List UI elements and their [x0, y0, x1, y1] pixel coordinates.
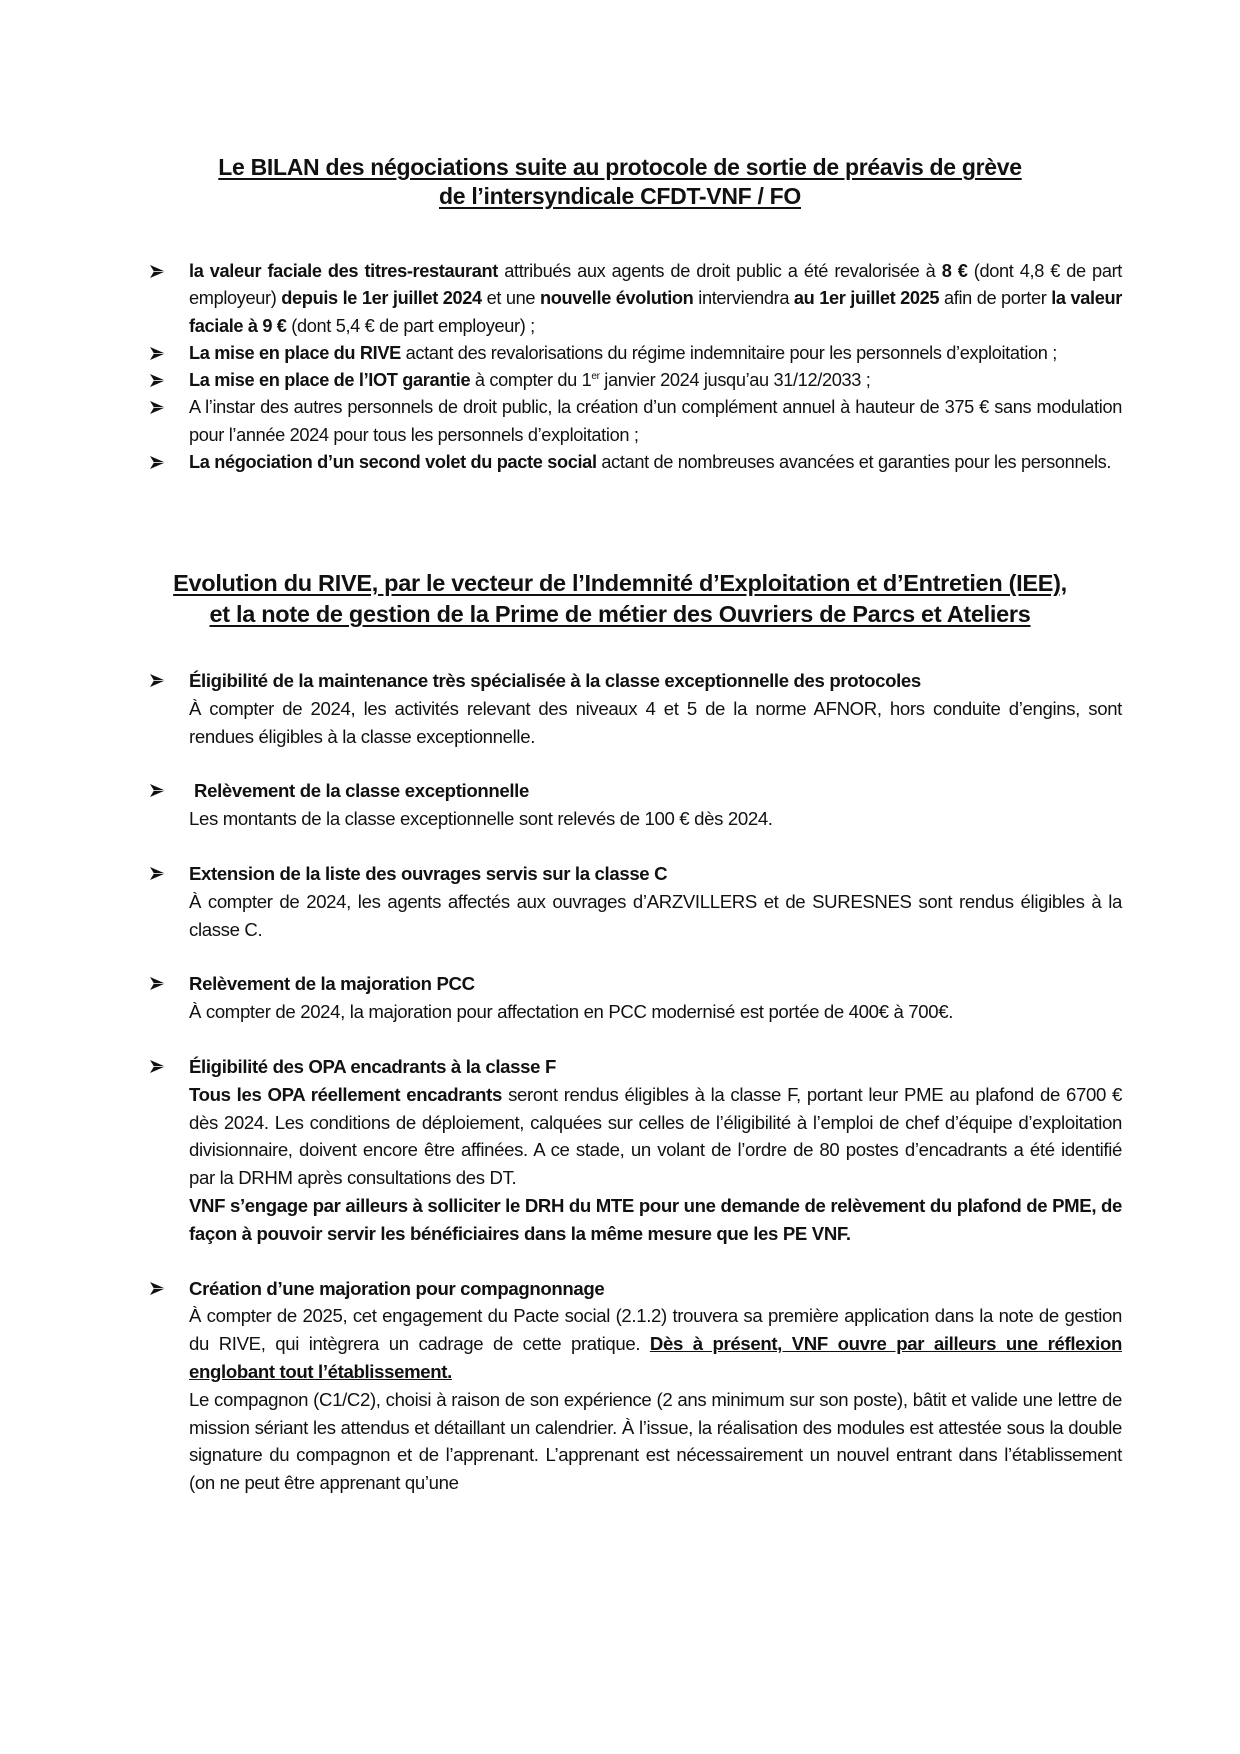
- item-heading: Extension de la liste des ouvrages servis sur la classe C: [189, 862, 668, 884]
- text-run: 8 €: [941, 261, 968, 281]
- text-run: (dont 4,8 € de part employeur): [189, 261, 1122, 309]
- item-heading: Éligibilité des OPA encadrants à la classe F: [189, 1055, 556, 1077]
- text-run: (dont 5,4 € de part employeur) ;: [286, 315, 535, 336]
- text-run: la valeur faciale des titres-restaurant: [189, 261, 498, 281]
- text-run: À compter de 2024, les activités relevant des niveaux 4 et 5 de la norme AFNOR, hors conduite d’engins, sont rendues éligibles à la classe exceptionnelle.: [189, 697, 1122, 747]
- text-run: janvier 2024 jusqu’au 31/12/2033 ;: [599, 370, 871, 391]
- text-run: à compter du 1: [470, 370, 592, 391]
- arrow-bullet-icon: [150, 1275, 170, 1295]
- text-run: actant de nombreuses avancées et garanties pour les personnels.: [596, 452, 1112, 473]
- spacer: [150, 750, 1122, 777]
- item-paragraph: [189, 805, 1122, 833]
- text-run: la valeur faciale à 9 €: [189, 288, 1122, 336]
- spacer: [150, 833, 1122, 860]
- item-paragraph: [189, 695, 1122, 751]
- item-paragraph: [189, 888, 1122, 944]
- item-paragraph: [189, 1386, 1122, 1497]
- item-heading: Création d’une majoration pour compagnonnage: [189, 1277, 605, 1299]
- bilan-list-item: [150, 394, 1122, 449]
- bilan-list-item: [150, 367, 1122, 394]
- text-run: au 1er juillet 2025: [793, 288, 940, 309]
- text-run: Le compagnon (C1/C2), choisi à raison de son expérience (2 ans minimum sur son poste), bâtit et valide une lettre de mission sériant les attendus et détaillant un calendrier. À l’issue, la réalisation des modules est attestée sous la double signature du compagnon et de l’apprenant. L’apprenant est nécessairement un nouvel entrant dans l’établissement (on ne peut être apprenant qu’une: [189, 1388, 1122, 1494]
- text-run: seront rendus éligibles à la classe F, portant leur PME au plafond de 6700 € dès 2024. Les conditions de déploiement, calquées sur celles de l’éligibilité à l’emploi de chef d’équipe d’exploitation divisionnaire, doivent encore être affinées. A ce stade, un volant de l’ordre de 80 postes d’encadrants a été identifié par la DRHM après consultations des DT.: [189, 1083, 1122, 1189]
- arrow-bullet-icon: [150, 970, 170, 990]
- item-paragraph: [189, 1081, 1122, 1192]
- spacer: [150, 943, 1122, 970]
- text-run: La mise en place de l’IOT garantie: [189, 370, 471, 391]
- bilan-list-item: [150, 449, 1122, 476]
- arrow-bullet-icon: [150, 367, 170, 387]
- text-run: nouvelle évolution: [539, 288, 694, 309]
- item-heading: Relèvement de la majoration PCC: [189, 973, 475, 995]
- text-run: depuis le 1er juillet 2024: [281, 288, 482, 309]
- arrow-bullet-icon: [150, 777, 170, 797]
- arrow-bullet-icon: [150, 1053, 170, 1073]
- arrow-bullet-icon: [150, 860, 170, 880]
- text-run: Les montants de la classe exceptionnelle sont relevés de 100 € dès 2024.: [189, 808, 773, 830]
- text-run: Tous les OPA réellement encadrants: [189, 1083, 503, 1105]
- bilan-list-item: [150, 258, 1122, 340]
- title-line-2: de l’intersyndicale CFDT-VNF / FO: [439, 183, 801, 209]
- arrow-bullet-icon: [150, 258, 170, 278]
- text-run: À compter de 2025, cet engagement du Pacte social (2.1.2) trouvera sa première application dans la note de gestion du RIVE, qui intègrera un cadrage de cette pratique.: [189, 1305, 1122, 1355]
- section-title-line-1: Evolution du RIVE, par le vecteur de l’Indemnité d’Exploitation et d’Entretien (IEE),: [173, 570, 1067, 596]
- section-title-line-2: et la note de gestion de la Prime de métier des Ouvriers de Parcs et Ateliers: [209, 601, 1031, 627]
- text-run: La mise en place du RIVE: [189, 342, 401, 363]
- bilan-list: [150, 258, 1122, 476]
- evolution-list-item: [150, 1275, 1122, 1497]
- section-title-rive: [100, 568, 1140, 630]
- text-run: er: [591, 371, 600, 383]
- text-run: Dès à présent, VNF ouvre par ailleurs une réflexion englobant tout l’établissement.: [189, 1333, 1122, 1382]
- item-heading: Éligibilité de la maintenance très spécialisée à la classe exceptionnelle des protocoles: [189, 670, 921, 691]
- item-heading: Relèvement de la classe exceptionnelle: [194, 780, 529, 802]
- evolution-list-item: [150, 777, 1122, 833]
- text-run: La négociation d’un second volet du pacte social: [189, 452, 597, 473]
- text-run: VNF s’engage par ailleurs à solliciter le DRH du MTE pour une demande de relèvement du plafond de PME, de façon à pouvoir servir les bénéficiaires dans la même mesure que les PE VNF.: [189, 1194, 1122, 1244]
- item-paragraph: [189, 1302, 1122, 1385]
- evolution-list: [150, 667, 1122, 1497]
- item-paragraph: [189, 1192, 1122, 1248]
- title-line-1: Le BILAN des négociations suite au protocole de sortie de préavis de grève: [218, 154, 1022, 180]
- spacer: [150, 1026, 1122, 1053]
- arrow-bullet-icon: [150, 394, 170, 414]
- evolution-list-item: [150, 667, 1122, 750]
- item-paragraph: [189, 998, 1122, 1026]
- text-run: et une: [481, 288, 540, 309]
- spacer: [150, 1248, 1122, 1275]
- arrow-bullet-icon: [150, 667, 170, 687]
- text-run: afin de porter: [939, 288, 1052, 309]
- bilan-list-item: [150, 340, 1122, 367]
- evolution-list-item: [150, 970, 1122, 1026]
- text-run: attribués aux agents de droit public a été revalorisée à: [498, 261, 942, 281]
- document-title: [100, 153, 1140, 211]
- arrow-bullet-icon: [150, 449, 170, 469]
- text-run: interviendra: [693, 288, 794, 309]
- text-run: À compter de 2024, les agents affectés aux ouvrages d’ARZVILLERS et de SURESNES sont rendus éligibles à la classe C.: [189, 890, 1122, 940]
- evolution-list-item: [150, 860, 1122, 943]
- evolution-list-item: [150, 1053, 1122, 1248]
- arrow-bullet-icon: [150, 340, 170, 360]
- text-run: A l’instar des autres personnels de droit public, la création d’un complément annuel à hauteur de 375 € sans modulation pour l’année 2024 pour tous les personnels d’exploitation ;: [189, 397, 1122, 445]
- text-run: actant des revalorisations du régime indemnitaire pour les personnels d’exploitation ;: [400, 342, 1057, 363]
- text-run: À compter de 2024, la majoration pour affectation en PCC modernisé est portée de 400€ à 700€.: [189, 1001, 954, 1023]
